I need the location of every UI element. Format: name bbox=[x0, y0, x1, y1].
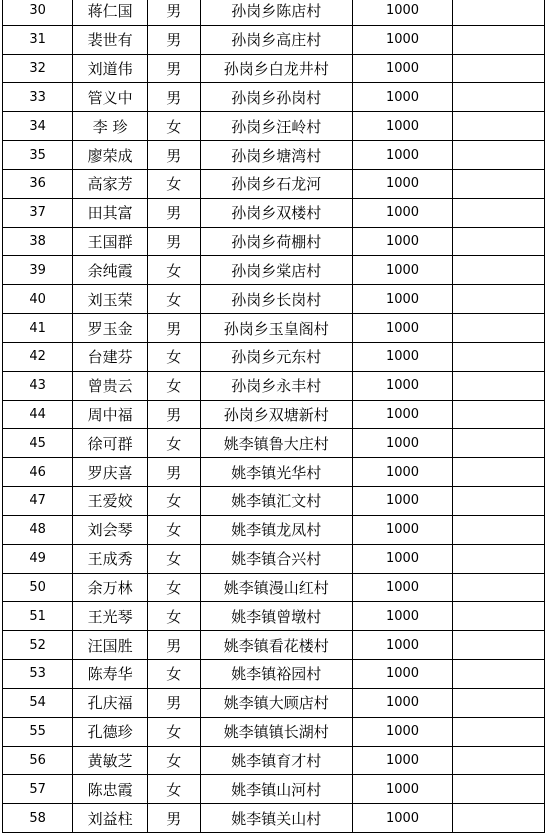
cell-amount: 1000 bbox=[352, 487, 452, 516]
cell-amount: 1000 bbox=[352, 198, 452, 227]
cell-remark bbox=[453, 573, 545, 602]
cell-address: 姚李镇镇长湖村 bbox=[200, 717, 352, 746]
cell-remark bbox=[453, 429, 545, 458]
cell-name: 李 珍 bbox=[73, 112, 148, 141]
cell-amount: 1000 bbox=[352, 0, 452, 25]
cell-name: 陈寿华 bbox=[73, 660, 148, 689]
cell-serial-number: 53 bbox=[3, 660, 73, 689]
table-row bbox=[3, 515, 545, 544]
cell-remark bbox=[453, 314, 545, 343]
cell-remark bbox=[453, 256, 545, 285]
table-body bbox=[3, 0, 545, 833]
table-row bbox=[3, 458, 545, 487]
cell-name: 曾贵云 bbox=[73, 371, 148, 400]
cell-amount: 1000 bbox=[352, 631, 452, 660]
cell-remark bbox=[453, 487, 545, 516]
cell-name: 王光琴 bbox=[73, 602, 148, 631]
cell-serial-number: 43 bbox=[3, 371, 73, 400]
table-row bbox=[3, 746, 545, 775]
cell-gender: 男 bbox=[147, 631, 200, 660]
cell-gender: 女 bbox=[147, 371, 200, 400]
cell-serial-number: 46 bbox=[3, 458, 73, 487]
cell-gender: 女 bbox=[147, 775, 200, 804]
table-row bbox=[3, 314, 545, 343]
cell-gender: 男 bbox=[147, 198, 200, 227]
table-row bbox=[3, 342, 545, 371]
cell-gender: 男 bbox=[147, 804, 200, 833]
cell-name: 高家芳 bbox=[73, 169, 148, 198]
cell-serial-number: 47 bbox=[3, 487, 73, 516]
cell-gender: 女 bbox=[147, 544, 200, 573]
cell-serial-number: 55 bbox=[3, 717, 73, 746]
table-row bbox=[3, 285, 545, 314]
cell-name: 裴世有 bbox=[73, 25, 148, 54]
cell-name: 管义中 bbox=[73, 83, 148, 112]
cell-amount: 1000 bbox=[352, 342, 452, 371]
cell-address: 孙岗乡塘湾村 bbox=[200, 141, 352, 170]
table-row bbox=[3, 544, 545, 573]
cell-amount: 1000 bbox=[352, 717, 452, 746]
cell-amount: 1000 bbox=[352, 256, 452, 285]
cell-gender: 男 bbox=[147, 54, 200, 83]
cell-gender: 女 bbox=[147, 602, 200, 631]
cell-address: 姚李镇裕园村 bbox=[200, 660, 352, 689]
cell-gender: 女 bbox=[147, 573, 200, 602]
cell-address: 孙岗乡汪岭村 bbox=[200, 112, 352, 141]
cell-name: 孔庆福 bbox=[73, 688, 148, 717]
cell-amount: 1000 bbox=[352, 314, 452, 343]
cell-amount: 1000 bbox=[352, 544, 452, 573]
table-row bbox=[3, 25, 545, 54]
table-row bbox=[3, 660, 545, 689]
recipient-table bbox=[2, 0, 545, 833]
cell-address: 姚李镇龙凤村 bbox=[200, 515, 352, 544]
cell-gender: 女 bbox=[147, 487, 200, 516]
cell-remark bbox=[453, 746, 545, 775]
cell-address: 孙岗乡玉皇阁村 bbox=[200, 314, 352, 343]
cell-amount: 1000 bbox=[352, 25, 452, 54]
cell-name: 孔德珍 bbox=[73, 717, 148, 746]
cell-remark bbox=[453, 54, 545, 83]
cell-serial-number: 45 bbox=[3, 429, 73, 458]
cell-remark bbox=[453, 515, 545, 544]
cell-remark bbox=[453, 227, 545, 256]
cell-gender: 男 bbox=[147, 314, 200, 343]
cell-amount: 1000 bbox=[352, 573, 452, 602]
cell-serial-number: 56 bbox=[3, 746, 73, 775]
cell-gender: 女 bbox=[147, 169, 200, 198]
cell-gender: 女 bbox=[147, 256, 200, 285]
cell-amount: 1000 bbox=[352, 804, 452, 833]
cell-name: 王爱姣 bbox=[73, 487, 148, 516]
cell-amount: 1000 bbox=[352, 458, 452, 487]
cell-address: 姚李镇育才村 bbox=[200, 746, 352, 775]
cell-amount: 1000 bbox=[352, 688, 452, 717]
cell-remark bbox=[453, 544, 545, 573]
cell-name: 蒋仁国 bbox=[73, 0, 148, 25]
cell-name: 余纯霞 bbox=[73, 256, 148, 285]
cell-serial-number: 34 bbox=[3, 112, 73, 141]
cell-name: 廖荣成 bbox=[73, 141, 148, 170]
table-row bbox=[3, 112, 545, 141]
cell-address: 姚李镇曾墩村 bbox=[200, 602, 352, 631]
cell-serial-number: 52 bbox=[3, 631, 73, 660]
cell-serial-number: 49 bbox=[3, 544, 73, 573]
cell-address: 姚李镇汇文村 bbox=[200, 487, 352, 516]
cell-amount: 1000 bbox=[352, 660, 452, 689]
cell-name: 徐可群 bbox=[73, 429, 148, 458]
cell-amount: 1000 bbox=[352, 285, 452, 314]
table-row bbox=[3, 717, 545, 746]
cell-serial-number: 58 bbox=[3, 804, 73, 833]
cell-serial-number: 48 bbox=[3, 515, 73, 544]
cell-amount: 1000 bbox=[352, 54, 452, 83]
table-row bbox=[3, 775, 545, 804]
cell-gender: 女 bbox=[147, 746, 200, 775]
table-row bbox=[3, 83, 545, 112]
cell-name: 王国群 bbox=[73, 227, 148, 256]
cell-gender: 女 bbox=[147, 717, 200, 746]
cell-serial-number: 32 bbox=[3, 54, 73, 83]
table-row bbox=[3, 804, 545, 833]
table-row bbox=[3, 429, 545, 458]
cell-remark bbox=[453, 400, 545, 429]
cell-gender: 女 bbox=[147, 515, 200, 544]
cell-gender: 男 bbox=[147, 0, 200, 25]
table-row bbox=[3, 0, 545, 25]
cell-address: 孙岗乡永丰村 bbox=[200, 371, 352, 400]
cell-serial-number: 57 bbox=[3, 775, 73, 804]
cell-address: 孙岗乡元东村 bbox=[200, 342, 352, 371]
cell-amount: 1000 bbox=[352, 515, 452, 544]
cell-name: 陈忠霞 bbox=[73, 775, 148, 804]
cell-serial-number: 39 bbox=[3, 256, 73, 285]
table-row bbox=[3, 227, 545, 256]
cell-remark bbox=[453, 141, 545, 170]
cell-gender: 女 bbox=[147, 429, 200, 458]
cell-address: 姚李镇关山村 bbox=[200, 804, 352, 833]
table-row bbox=[3, 688, 545, 717]
cell-remark bbox=[453, 112, 545, 141]
cell-name: 台建芬 bbox=[73, 342, 148, 371]
cell-name: 汪国胜 bbox=[73, 631, 148, 660]
cell-remark bbox=[453, 25, 545, 54]
table-row bbox=[3, 631, 545, 660]
table-row bbox=[3, 54, 545, 83]
cell-remark bbox=[453, 458, 545, 487]
cell-serial-number: 44 bbox=[3, 400, 73, 429]
cell-remark bbox=[453, 371, 545, 400]
cell-remark bbox=[453, 717, 545, 746]
cell-gender: 男 bbox=[147, 83, 200, 112]
cell-address: 姚李镇山河村 bbox=[200, 775, 352, 804]
cell-address: 姚李镇漫山红村 bbox=[200, 573, 352, 602]
cell-serial-number: 36 bbox=[3, 169, 73, 198]
cell-amount: 1000 bbox=[352, 371, 452, 400]
cell-remark bbox=[453, 83, 545, 112]
cell-address: 孙岗乡石龙河 bbox=[200, 169, 352, 198]
cell-amount: 1000 bbox=[352, 400, 452, 429]
cell-address: 孙岗乡孙岗村 bbox=[200, 83, 352, 112]
table-row bbox=[3, 400, 545, 429]
cell-remark bbox=[453, 285, 545, 314]
cell-address: 孙岗乡荷棚村 bbox=[200, 227, 352, 256]
cell-address: 孙岗乡高庄村 bbox=[200, 25, 352, 54]
cell-serial-number: 38 bbox=[3, 227, 73, 256]
cell-gender: 男 bbox=[147, 688, 200, 717]
cell-name: 黄敏芝 bbox=[73, 746, 148, 775]
cell-serial-number: 35 bbox=[3, 141, 73, 170]
cell-remark bbox=[453, 688, 545, 717]
cell-address: 姚李镇大顾店村 bbox=[200, 688, 352, 717]
cell-name: 刘益柱 bbox=[73, 804, 148, 833]
table-row bbox=[3, 256, 545, 285]
cell-serial-number: 31 bbox=[3, 25, 73, 54]
cell-remark bbox=[453, 0, 545, 25]
cell-name: 余万林 bbox=[73, 573, 148, 602]
cell-serial-number: 40 bbox=[3, 285, 73, 314]
cell-remark bbox=[453, 198, 545, 227]
cell-remark bbox=[453, 775, 545, 804]
cell-remark bbox=[453, 804, 545, 833]
cell-gender: 男 bbox=[147, 25, 200, 54]
cell-serial-number: 30 bbox=[3, 0, 73, 25]
cell-address: 孙岗乡白龙井村 bbox=[200, 54, 352, 83]
cell-name: 田其富 bbox=[73, 198, 148, 227]
cell-gender: 女 bbox=[147, 285, 200, 314]
cell-serial-number: 51 bbox=[3, 602, 73, 631]
cell-gender: 女 bbox=[147, 342, 200, 371]
cell-address: 孙岗乡陈店村 bbox=[200, 0, 352, 25]
cell-gender: 男 bbox=[147, 227, 200, 256]
cell-amount: 1000 bbox=[352, 429, 452, 458]
cell-name: 刘道伟 bbox=[73, 54, 148, 83]
cell-amount: 1000 bbox=[352, 775, 452, 804]
table-row bbox=[3, 141, 545, 170]
cell-name: 罗庆喜 bbox=[73, 458, 148, 487]
cell-serial-number: 41 bbox=[3, 314, 73, 343]
cell-address: 姚李镇光华村 bbox=[200, 458, 352, 487]
table-row bbox=[3, 371, 545, 400]
cell-gender: 男 bbox=[147, 400, 200, 429]
table-row bbox=[3, 169, 545, 198]
cell-amount: 1000 bbox=[352, 746, 452, 775]
cell-amount: 1000 bbox=[352, 227, 452, 256]
cell-serial-number: 37 bbox=[3, 198, 73, 227]
cell-address: 孙岗乡棠店村 bbox=[200, 256, 352, 285]
cell-address: 孙岗乡双塘新村 bbox=[200, 400, 352, 429]
cell-name: 刘玉荣 bbox=[73, 285, 148, 314]
cell-gender: 男 bbox=[147, 458, 200, 487]
cell-gender: 女 bbox=[147, 112, 200, 141]
cell-amount: 1000 bbox=[352, 602, 452, 631]
cell-amount: 1000 bbox=[352, 112, 452, 141]
cell-amount: 1000 bbox=[352, 141, 452, 170]
cell-address: 姚李镇看花楼村 bbox=[200, 631, 352, 660]
cell-address: 姚李镇鲁大庄村 bbox=[200, 429, 352, 458]
table-row bbox=[3, 573, 545, 602]
cell-name: 王成秀 bbox=[73, 544, 148, 573]
cell-serial-number: 42 bbox=[3, 342, 73, 371]
cell-address: 孙岗乡双楼村 bbox=[200, 198, 352, 227]
cell-remark bbox=[453, 602, 545, 631]
cell-remark bbox=[453, 169, 545, 198]
cell-serial-number: 33 bbox=[3, 83, 73, 112]
cell-gender: 男 bbox=[147, 141, 200, 170]
cell-serial-number: 54 bbox=[3, 688, 73, 717]
table-row bbox=[3, 487, 545, 516]
cell-remark bbox=[453, 631, 545, 660]
cell-serial-number: 50 bbox=[3, 573, 73, 602]
table-row bbox=[3, 198, 545, 227]
cell-name: 周中福 bbox=[73, 400, 148, 429]
cell-remark bbox=[453, 660, 545, 689]
cell-gender: 女 bbox=[147, 660, 200, 689]
cell-address: 姚李镇合兴村 bbox=[200, 544, 352, 573]
cell-name: 罗玉金 bbox=[73, 314, 148, 343]
cell-amount: 1000 bbox=[352, 83, 452, 112]
cell-amount: 1000 bbox=[352, 169, 452, 198]
table-row bbox=[3, 602, 545, 631]
cell-name: 刘会琴 bbox=[73, 515, 148, 544]
cell-address: 孙岗乡长岗村 bbox=[200, 285, 352, 314]
cell-remark bbox=[453, 342, 545, 371]
